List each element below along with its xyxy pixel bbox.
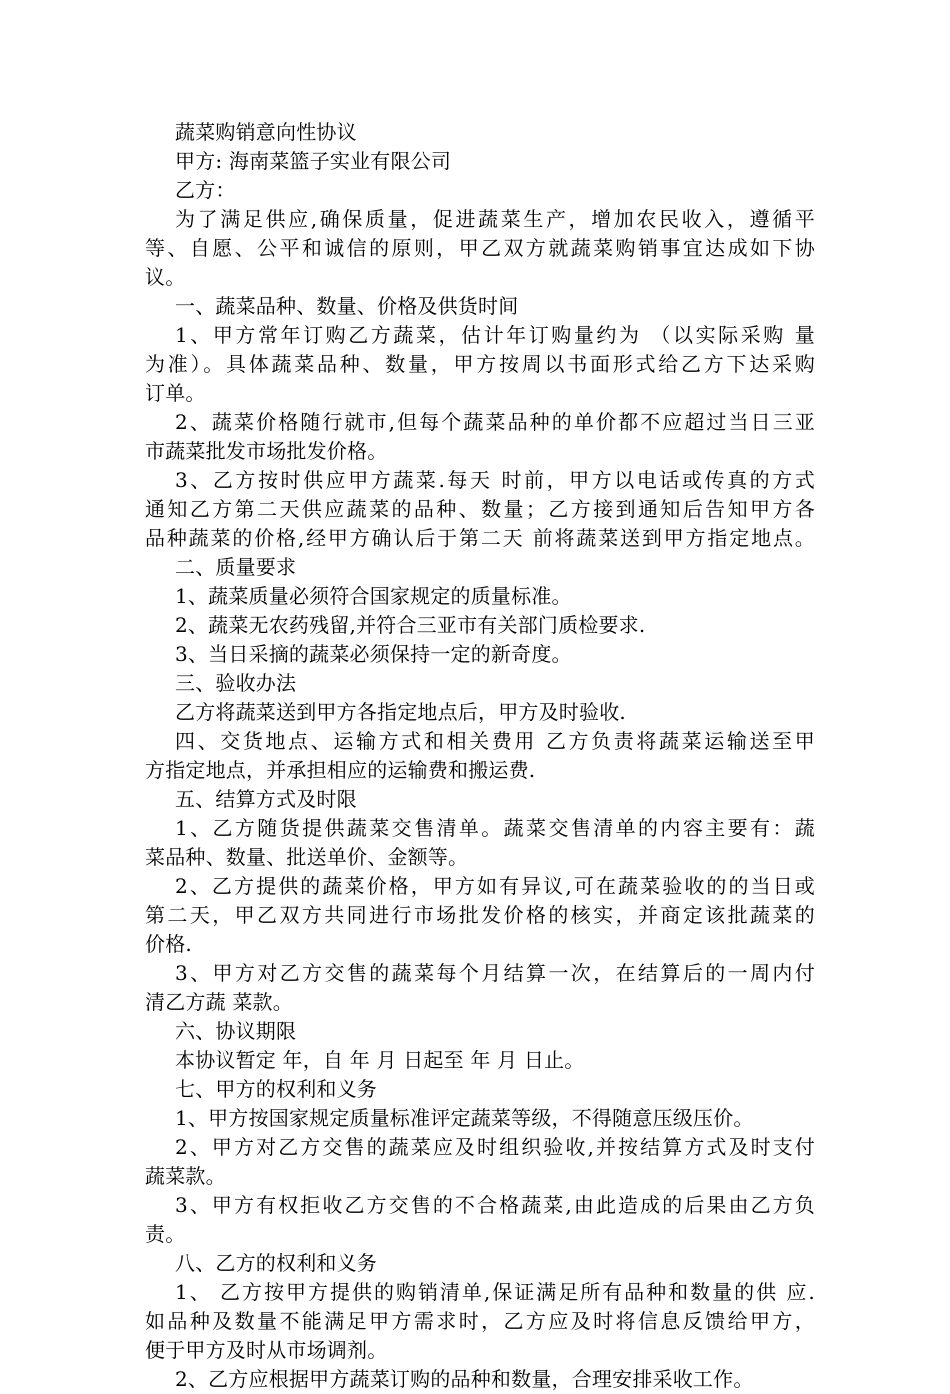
text-line: 等、自愿、公平和诚信的原则，甲乙双方就蔬菜购销事宜达成如下协 [145, 236, 815, 260]
text-line: 第二天，甲乙双方共同进行市场批发价格的核实，并商定该批蔬菜的 [145, 903, 815, 927]
text-line: 蔬菜购销意向性协议 [175, 120, 357, 144]
text-line: 2、乙方应根据甲方蔬菜订购的品种和数量，合理安排采收工作。 [175, 1367, 754, 1391]
text-line: 1、甲方常年订购乙方蔬菜，估计年订购量约为 （以实际采购 量 [175, 323, 815, 347]
text-line: 品种蔬菜的价格,经甲方确认后于第二天 前将蔬菜送到甲方指定地点。 [145, 526, 815, 550]
text-line: 1、甲方按国家规定质量标准评定蔬菜等级，不得随意压级压价。 [175, 1106, 754, 1130]
text-line: 便于甲方及时从市场调剂。 [145, 1338, 388, 1362]
text-line: 本协议暂定 年，自 年 月 日起至 年 月 日止。 [175, 1048, 585, 1072]
text-line: 清乙方蔬 菜款。 [145, 990, 293, 1014]
text-line: 蔬菜款。 [145, 1164, 226, 1188]
text-line: 乙方： [175, 178, 236, 202]
text-line: 3、乙方按时供应甲方蔬菜.每天 时前，甲方以电话或传真的方式 [175, 468, 815, 492]
text-line: 二、质量要求 [175, 555, 297, 579]
text-line: 乙方将蔬菜送到甲方各指定地点后，甲方及时验收. [175, 700, 626, 724]
text-line: 五、结算方式及时限 [175, 787, 357, 811]
text-line: 为了满足供应,确保质量，促进蔬菜生产，增加农民收入，遵循平 [175, 207, 815, 231]
text-line: 2、甲方对乙方交售的蔬菜应及时组织验收,并按结算方式及时支付 [175, 1135, 815, 1159]
text-line: 八、乙方的权利和义务 [175, 1251, 377, 1275]
text-line: 责。 [145, 1222, 186, 1246]
text-line: 3、当日采摘的蔬菜必须保持一定的新奇度。 [175, 642, 572, 666]
text-line: 1、乙方随货提供蔬菜交售清单。蔬菜交售清单的内容主要有：蔬 [175, 816, 815, 840]
text-line: 2、蔬菜无农药残留,并符合三亚市有关部门质检要求. [175, 613, 646, 637]
document-page [145, 118, 815, 1394]
text-line: 订单。 [145, 381, 206, 405]
text-line: 甲方: 海南菜篮子实业有限公司 [175, 149, 452, 173]
text-line: 议。 [145, 265, 186, 289]
text-line: 为准）。具体蔬菜品种、数量，甲方按周以书面形式给乙方下达采购 [145, 352, 815, 376]
text-line: 1、 乙方按甲方提供的购销清单,保证满足所有品种和数量的供 应. [175, 1280, 815, 1304]
text-line: 价格. [145, 932, 192, 956]
text-line: 方指定地点，并承担相应的运输费和搬运费. [145, 758, 536, 782]
text-line: 1、蔬菜质量必须符合国家规定的质量标准。 [175, 584, 572, 608]
text-line: 市蔬菜批发市场批发价格。 [145, 439, 388, 463]
text-line: 七、甲方的权利和义务 [175, 1077, 377, 1101]
text-line: 3、甲方有权拒收乙方交售的不合格蔬菜,由此造成的后果由乙方负 [175, 1193, 815, 1217]
text-line: 2、乙方提供的蔬菜价格，甲方如有异议,可在蔬菜验收的的当日或 [175, 874, 815, 898]
text-line: 2、蔬菜价格随行就市,但每个蔬菜品种的单价都不应超过当日三亚 [175, 410, 815, 434]
text-line: 三、验收办法 [175, 671, 297, 695]
text-line: 通知乙方第二天供应蔬菜的品种、数量；乙方接到通知后告知甲方各 [145, 497, 815, 521]
text-line: 四、交货地点、运输方式和相关费用 乙方负责将蔬菜运输送至甲 [175, 729, 815, 753]
text-line: 3、甲方对乙方交售的蔬菜每个月结算一次，在结算后的一周内付 [175, 961, 815, 985]
text-line: 菜品种、数量、批送单价、金额等。 [145, 845, 469, 869]
text-line: 如品种及数量不能满足甲方需求时，乙方应及时将信息反馈给甲方， [145, 1309, 815, 1333]
text-line: 六、协议期限 [175, 1019, 297, 1043]
text-line: 一、蔬菜品种、数量、价格及供货时间 [175, 294, 519, 318]
